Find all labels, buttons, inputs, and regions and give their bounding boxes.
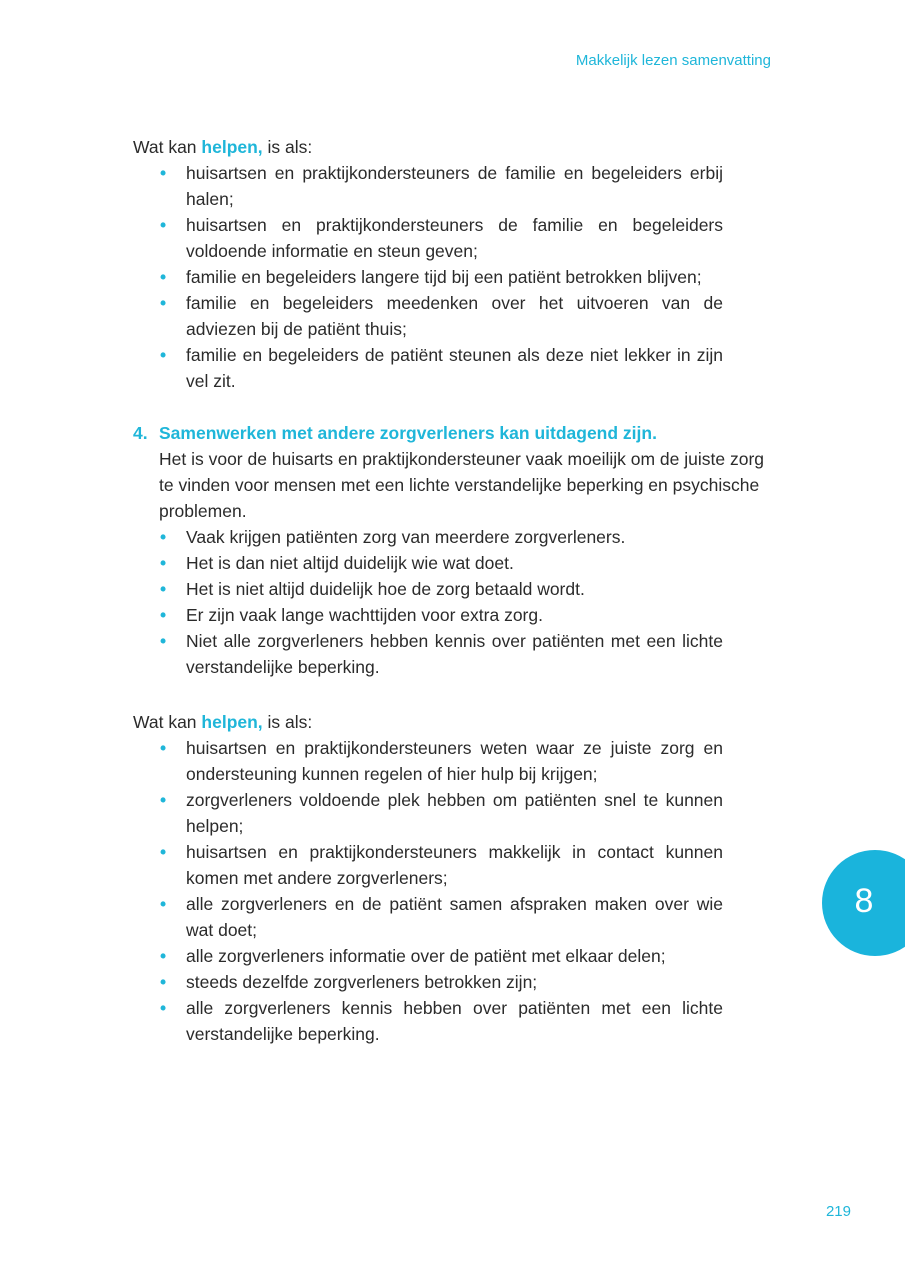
list-item bbox=[160, 787, 723, 839]
list-item bbox=[160, 160, 723, 212]
list-item-text: Er zijn vaak lange wachttijden voor extra zorg. bbox=[186, 605, 543, 625]
intro-text-end: is als: bbox=[262, 712, 313, 732]
list-item bbox=[160, 735, 723, 787]
bullet-dot-icon: • bbox=[160, 215, 167, 235]
list-item-text: familie en begeleiders langere tijd bij een patiënt betrokken blijven; bbox=[186, 267, 702, 287]
bullet-list-block1 bbox=[133, 160, 723, 394]
bullet-dot-icon: • bbox=[160, 631, 167, 651]
bullet-dot-icon: • bbox=[160, 293, 167, 313]
running-header: Makkelijk lezen samenvatting bbox=[575, 52, 771, 69]
bullet-dot-icon: • bbox=[160, 345, 167, 365]
list-item bbox=[160, 576, 723, 602]
bullet-list-section4 bbox=[133, 524, 723, 680]
bullet-list-block2 bbox=[133, 735, 723, 1047]
section-paragraph: Het is voor de huisarts en praktijkondersteuner vaak moeilijk om de juiste zorg te vinden voor mensen met een lichte verstandelijke beperking en psychische problemen. bbox=[159, 449, 765, 521]
list-item-text: huisartsen en praktijkondersteuners de familie en begeleiders voldoende informatie en steun geven; bbox=[186, 215, 723, 261]
list-item-text: alle zorgverleners en de patiënt samen afspraken maken over wie wat doet; bbox=[186, 894, 723, 940]
bullet-dot-icon: • bbox=[160, 998, 167, 1018]
list-item bbox=[160, 628, 723, 680]
bullet-dot-icon: • bbox=[160, 946, 167, 966]
list-item bbox=[160, 342, 723, 394]
list-item bbox=[160, 839, 723, 891]
list-item-text: huisartsen en praktijkondersteuners makkelijk in contact kunnen komen met andere zorgverleners; bbox=[186, 842, 723, 888]
list-item-text: zorgverleners voldoende plek hebben om patiënten snel te kunnen helpen; bbox=[186, 790, 723, 836]
bullet-dot-icon: • bbox=[160, 894, 167, 914]
section-heading bbox=[133, 420, 723, 446]
list-item bbox=[160, 995, 723, 1047]
chapter-tab bbox=[822, 850, 905, 956]
intro-highlight: helpen, bbox=[201, 137, 263, 157]
intro-text-end: is als: bbox=[262, 137, 313, 157]
bullet-dot-icon: • bbox=[160, 738, 167, 758]
list-item bbox=[160, 943, 723, 969]
page-number: 219 bbox=[825, 1203, 851, 1220]
list-item bbox=[160, 969, 723, 995]
bullet-dot-icon: • bbox=[160, 267, 167, 287]
list-item bbox=[160, 891, 723, 943]
bullet-dot-icon: • bbox=[160, 553, 167, 573]
bullet-dot-icon: • bbox=[160, 842, 167, 862]
bullet-dot-icon: • bbox=[160, 527, 167, 547]
intro-block1 bbox=[133, 134, 723, 160]
list-item bbox=[160, 264, 723, 290]
section-title: Samenwerken met andere zorgverleners kan uitdagend zijn. bbox=[159, 423, 657, 443]
list-item-text: Vaak krijgen patiënten zorg van meerdere zorgverleners. bbox=[186, 527, 626, 547]
section-number: 4. bbox=[133, 423, 148, 443]
bullet-dot-icon: • bbox=[160, 972, 167, 992]
intro-highlight: helpen, bbox=[201, 712, 263, 732]
list-item-text: huisartsen en praktijkondersteuners de familie en begeleiders erbij halen; bbox=[186, 163, 723, 209]
list-item bbox=[160, 602, 723, 628]
list-item-text: Het is dan niet altijd duidelijk wie wat doet. bbox=[186, 553, 514, 573]
list-item-text: alle zorgverleners kennis hebben over patiënten met een lichte verstandelijke beperking. bbox=[186, 998, 723, 1044]
list-item-text: alle zorgverleners informatie over de patiënt met elkaar delen; bbox=[186, 946, 666, 966]
list-item bbox=[160, 524, 723, 550]
bullet-dot-icon: • bbox=[160, 605, 167, 625]
list-item bbox=[160, 212, 723, 264]
chapter-number: 8 bbox=[854, 882, 874, 920]
list-item bbox=[160, 550, 723, 576]
list-item-text: steeds dezelfde zorgverleners betrokken zijn; bbox=[186, 972, 538, 992]
intro-block2 bbox=[133, 709, 723, 735]
list-item-text: huisartsen en praktijkondersteuners weten waar ze juiste zorg en ondersteuning kunnen regelen of hier hulp bij krijgen; bbox=[186, 738, 723, 784]
list-item-text: Het is niet altijd duidelijk hoe de zorg betaald wordt. bbox=[186, 579, 585, 599]
list-item bbox=[160, 290, 723, 342]
intro-text: Wat kan bbox=[133, 712, 202, 732]
intro-text: Wat kan bbox=[133, 137, 202, 157]
bullet-dot-icon: • bbox=[160, 163, 167, 183]
page-content bbox=[133, 134, 765, 1047]
list-item-text: familie en begeleiders meedenken over het uitvoeren van de adviezen bij de patiënt thuis; bbox=[186, 293, 723, 339]
list-item-text: familie en begeleiders de patiënt steunen als deze niet lekker in zijn vel zit. bbox=[186, 345, 723, 391]
bullet-dot-icon: • bbox=[160, 790, 167, 810]
bullet-dot-icon: • bbox=[160, 579, 167, 599]
list-item-text: Niet alle zorgverleners hebben kennis over patiënten met een lichte verstandelijke beperking. bbox=[186, 631, 723, 677]
